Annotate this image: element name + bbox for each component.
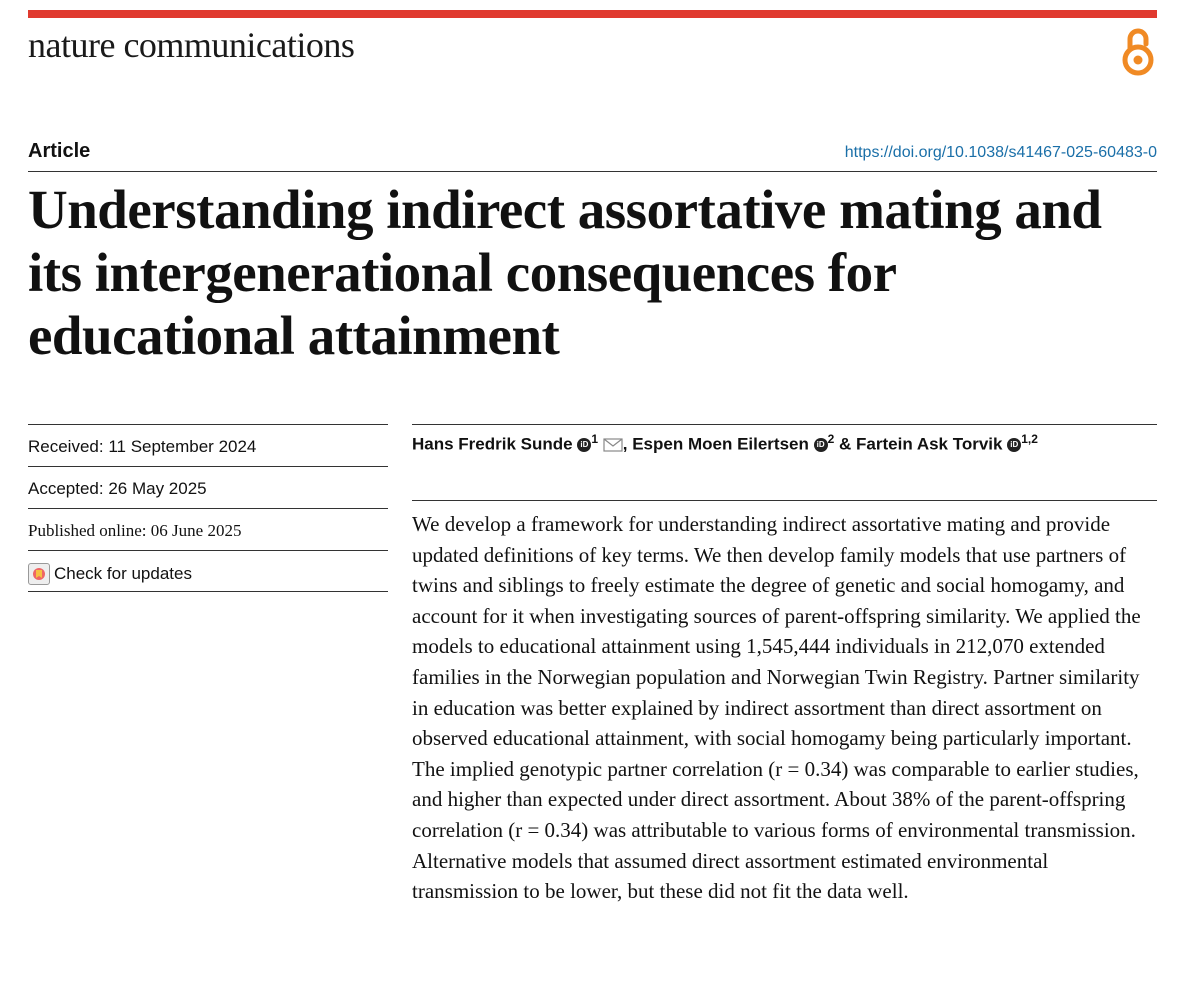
article-type: Article	[28, 140, 91, 162]
journal-name[interactable]: nature communications	[28, 25, 355, 65]
mail-icon[interactable]	[603, 438, 623, 452]
check-for-updates-button[interactable]	[28, 563, 192, 585]
doi-link[interactable]: https://doi.org/10.1038/s41467-025-60483-0	[844, 144, 1157, 161]
author-list	[412, 432, 1038, 455]
accepted-date: Accepted: 26 May 2025	[28, 466, 388, 508]
abstract	[412, 509, 1157, 907]
author-separator: &	[834, 434, 857, 454]
crossmark-icon	[28, 563, 50, 585]
received-date: Received: 11 September 2024	[28, 424, 388, 466]
published-date	[28, 508, 388, 550]
divider	[412, 424, 1157, 425]
orcid-icon[interactable]: iD	[814, 438, 828, 452]
abstract-text: We develop a framework for understanding indirect assortative mating and provide updated definitions of key terms. We then develop family models that use partners of twins and siblings to freely estimate the degree of genetic and social homogamy, and account for it when investigating sources of parent-offspring similarity. We applied the models to educational attainment using 1,545,444 individuals in 212,070 extended families in the Norwegian population and Norwegian Twin Registry. Partner similarity in education was better explained by indirect assortment than direct assortment on observed educational attainment, with social homogamy being particularly important. The implied genotypic partner correlation (r = 0.34) was comparable to earlier studies, and higher than expected under direct assortment. About 38% of the parent-offspring correlation (r = 0.34) was attributable to various forms of environmental transmission. Alternative models that assumed direct assortment estimated environmental transmission to be lower, but these did not fit the data well.	[412, 512, 1141, 904]
open-access-icon	[1118, 24, 1158, 78]
author-name[interactable]: Fartein Ask Torvik	[856, 434, 1003, 454]
check-for-updates-label: Check for updates	[54, 564, 192, 583]
author-separator: ,	[622, 434, 633, 454]
author-name[interactable]: Espen Moen Eilertsen	[632, 434, 809, 454]
article-title: Understanding indirect assortative mating and its intergenerational consequences for educational attainment	[28, 179, 1102, 366]
divider	[28, 171, 1157, 172]
journal-accent-bar	[28, 10, 1157, 18]
divider	[412, 500, 1157, 501]
author-affiliation: 1,2	[1021, 432, 1038, 446]
author-affiliation: 1	[591, 432, 599, 446]
orcid-icon[interactable]: iD	[1007, 438, 1021, 452]
article-dates	[28, 424, 388, 592]
author-affiliation: 2	[827, 432, 835, 446]
orcid-icon[interactable]: iD	[577, 438, 591, 452]
check-updates-row	[28, 550, 388, 592]
published-date-text: Published online: 06 June 2025	[28, 521, 242, 540]
author-name[interactable]: Hans Fredrik Sunde	[412, 434, 573, 454]
